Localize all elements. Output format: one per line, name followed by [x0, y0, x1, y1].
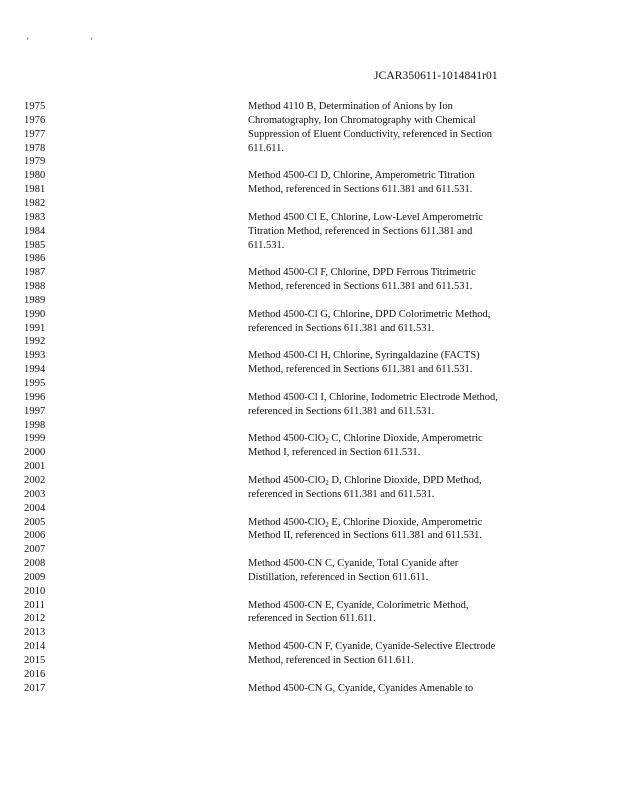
document-line [0, 585, 618, 599]
line-number: 2011 [24, 599, 46, 611]
line-text [248, 432, 483, 446]
line-text-main: Method 4500-CN E, Cyanide, Colorimetric Method, [248, 599, 469, 611]
line-number: 1979 [24, 156, 46, 168]
line-text-main: Titration Method, referenced in Sections 611.381 and [248, 225, 473, 237]
line-number: 2001 [24, 461, 46, 473]
line-text [248, 266, 476, 280]
document-line [0, 363, 618, 377]
line-number: 1982 [24, 197, 46, 209]
document-line [0, 169, 618, 183]
line-text-continuation: E, Chlorine Dioxide, Amperometric [328, 516, 483, 528]
line-text-main: Method, referenced in Sections 611.381 and 611.531. [248, 184, 473, 196]
line-text-main: Method, referenced in Section 611.611. [248, 655, 414, 666]
line-text-main: 611.531. [248, 239, 285, 251]
line-number: 1999 [24, 433, 46, 445]
line-text-main: Method, referenced in Sections 611.381 and 611.531. [248, 364, 473, 376]
line-text [248, 599, 468, 613]
document-line [0, 571, 618, 585]
line-number: 2015 [24, 655, 46, 666]
line-text [248, 363, 472, 377]
line-text-main: referenced in Sections 611.381 and 611.531. [248, 488, 435, 500]
document-line [0, 128, 618, 142]
line-number: 1997 [24, 405, 46, 417]
line-number: 1998 [24, 419, 46, 431]
line-number: 1981 [24, 184, 46, 196]
line-text-main: referenced in Section 611.611. [248, 613, 376, 625]
line-text [248, 183, 472, 197]
subscript: 2 [325, 520, 329, 529]
document-line [0, 460, 618, 474]
document-line [0, 322, 618, 336]
document-line [0, 474, 618, 488]
line-number: 2012 [24, 613, 46, 625]
scan-marks: ' ' [27, 36, 123, 46]
document-line [0, 239, 618, 253]
line-text [248, 280, 472, 294]
document-line [0, 266, 618, 280]
document-line [0, 114, 618, 128]
line-text [248, 322, 434, 336]
line-text-main: Method I, referenced in Section 611.531. [248, 447, 421, 459]
line-number: 1987 [24, 267, 46, 279]
line-text [248, 349, 480, 363]
line-text [248, 142, 284, 156]
document-line [0, 543, 618, 557]
line-text-main: Method 4500-ClO [248, 516, 326, 528]
line-number: 1976 [24, 114, 46, 126]
line-number: 2006 [24, 530, 46, 542]
line-number: 1995 [24, 378, 46, 389]
line-number: 2004 [24, 502, 46, 514]
line-number: 1977 [24, 128, 46, 140]
line-number: 1975 [24, 101, 46, 112]
line-text [248, 557, 458, 571]
line-number: 1993 [24, 350, 46, 362]
line-text-main: Method 4500-Cl H, Chlorine, Syringaldazine (FACTS) [248, 350, 480, 362]
document-line [0, 405, 618, 419]
document-line [0, 211, 618, 225]
line-text [248, 308, 490, 322]
line-number: 1989 [24, 294, 46, 306]
line-text-main: Distillation, referenced in Section 611.611. [248, 571, 429, 583]
line-text [248, 128, 492, 142]
document-line [0, 280, 618, 294]
line-text [248, 391, 498, 405]
line-text [248, 682, 473, 696]
line-text [248, 640, 495, 654]
line-text [248, 529, 482, 543]
line-text-main: Method 4500-CN F, Cyanide, Cyanide-Selective Electrode [248, 641, 496, 653]
line-text-main: referenced in Sections 611.381 and 611.531. [248, 405, 435, 417]
line-text-main: Method 4500-Cl D, Chlorine, Amperometric Titration [248, 170, 475, 182]
line-text-main: Method 4500-Cl G, Chlorine, DPD Colorimetric Method, [248, 308, 491, 320]
document-line [0, 599, 618, 613]
line-number: 1980 [24, 170, 46, 182]
document-line [0, 377, 618, 391]
document-line [0, 612, 618, 626]
line-text-main: Chromatography, Ion Chromatography with Chemical [248, 114, 476, 126]
line-text-main: Suppression of Eluent Conductivity, referenced in Section [248, 128, 492, 140]
line-number: 1991 [24, 322, 46, 334]
line-text [248, 239, 284, 253]
document-line [0, 100, 618, 114]
line-text [248, 612, 376, 626]
document-line [0, 419, 618, 433]
line-text-main: 611.611. [248, 142, 284, 154]
line-number: 1984 [24, 225, 46, 237]
document-line [0, 626, 618, 640]
line-number: 1996 [24, 391, 46, 403]
document-line [0, 183, 618, 197]
line-text [248, 114, 476, 128]
line-text [248, 169, 475, 183]
line-number: 2003 [24, 488, 46, 500]
line-number: 1986 [24, 253, 46, 265]
line-text [248, 225, 472, 239]
line-text-main: Method 4500-CN G, Cyanide, Cyanides Amenable to [248, 682, 474, 694]
line-text [248, 516, 482, 530]
line-text-continuation: C, Chlorine Dioxide, Amperometric [328, 433, 483, 445]
line-text-main: Method 4500-Cl I, Chlorine, Iodometric Electrode Method, [248, 391, 498, 403]
line-number: 2005 [24, 516, 46, 528]
document-line [0, 197, 618, 211]
line-number: 2007 [24, 544, 46, 556]
line-text [248, 211, 483, 225]
document-line [0, 502, 618, 516]
document-line [0, 142, 618, 156]
document-line [0, 668, 618, 682]
document-line [0, 529, 618, 543]
line-number: 2008 [24, 558, 46, 570]
line-number: 2000 [24, 447, 46, 459]
line-number: 1988 [24, 281, 46, 293]
document-line [0, 349, 618, 363]
document-id: JCAR350611-1014841r01 [374, 70, 498, 82]
document-line [0, 654, 618, 668]
document-line [0, 294, 618, 308]
line-text-continuation: D, Chlorine Dioxide, DPD Method, [328, 474, 482, 486]
line-number: 2014 [24, 641, 46, 653]
line-text-main: Method II, referenced in Sections 611.381 and 611.531. [248, 530, 482, 542]
line-number: 1983 [24, 211, 46, 223]
line-text-main: Method 4500-Cl F, Chlorine, DPD Ferrous Titrimetric [248, 267, 476, 279]
document-line [0, 155, 618, 169]
line-text-main: Method 4500-CN C, Cyanide, Total Cyanide after [248, 558, 459, 570]
line-text [248, 654, 414, 668]
line-text-main: Method, referenced in Sections 611.381 and 611.531. [248, 281, 473, 293]
document-line [0, 488, 618, 502]
document-line [0, 446, 618, 460]
line-text-main: referenced in Sections 611.381 and 611.531. [248, 322, 435, 334]
line-number: 2009 [24, 571, 46, 583]
document-line [0, 335, 618, 349]
line-number: 2016 [24, 668, 46, 680]
line-text [248, 405, 434, 419]
line-text [248, 446, 420, 460]
line-number: 2002 [24, 474, 46, 486]
document-line [0, 432, 618, 446]
line-text-main: Method 4500-ClO [248, 433, 326, 445]
document-line [0, 682, 618, 696]
line-number: 1978 [24, 142, 46, 154]
line-text-main: Method 4110 B, Determination of Anions by Ion [248, 101, 453, 112]
line-number: 2017 [24, 682, 46, 694]
subscript: 2 [325, 478, 329, 487]
line-text [248, 100, 453, 114]
document-line [0, 252, 618, 266]
line-text [248, 474, 482, 488]
line-number: 1985 [24, 239, 46, 251]
line-text-main: Method 4500-ClO [248, 474, 326, 486]
document-line [0, 557, 618, 571]
document-line [0, 640, 618, 654]
document-line [0, 516, 618, 530]
line-number: 1992 [24, 336, 46, 348]
line-number: 2013 [24, 627, 46, 639]
document-line [0, 391, 618, 405]
line-text [248, 488, 434, 502]
subscript: 2 [325, 437, 329, 446]
document-line [0, 225, 618, 239]
line-number: 2010 [24, 585, 46, 597]
line-number: 1990 [24, 308, 46, 320]
line-text-main: Method 4500 Cl E, Chlorine, Low-Level Amperometric [248, 211, 484, 223]
line-number: 1994 [24, 364, 46, 376]
document-line [0, 308, 618, 322]
line-text [248, 571, 428, 585]
